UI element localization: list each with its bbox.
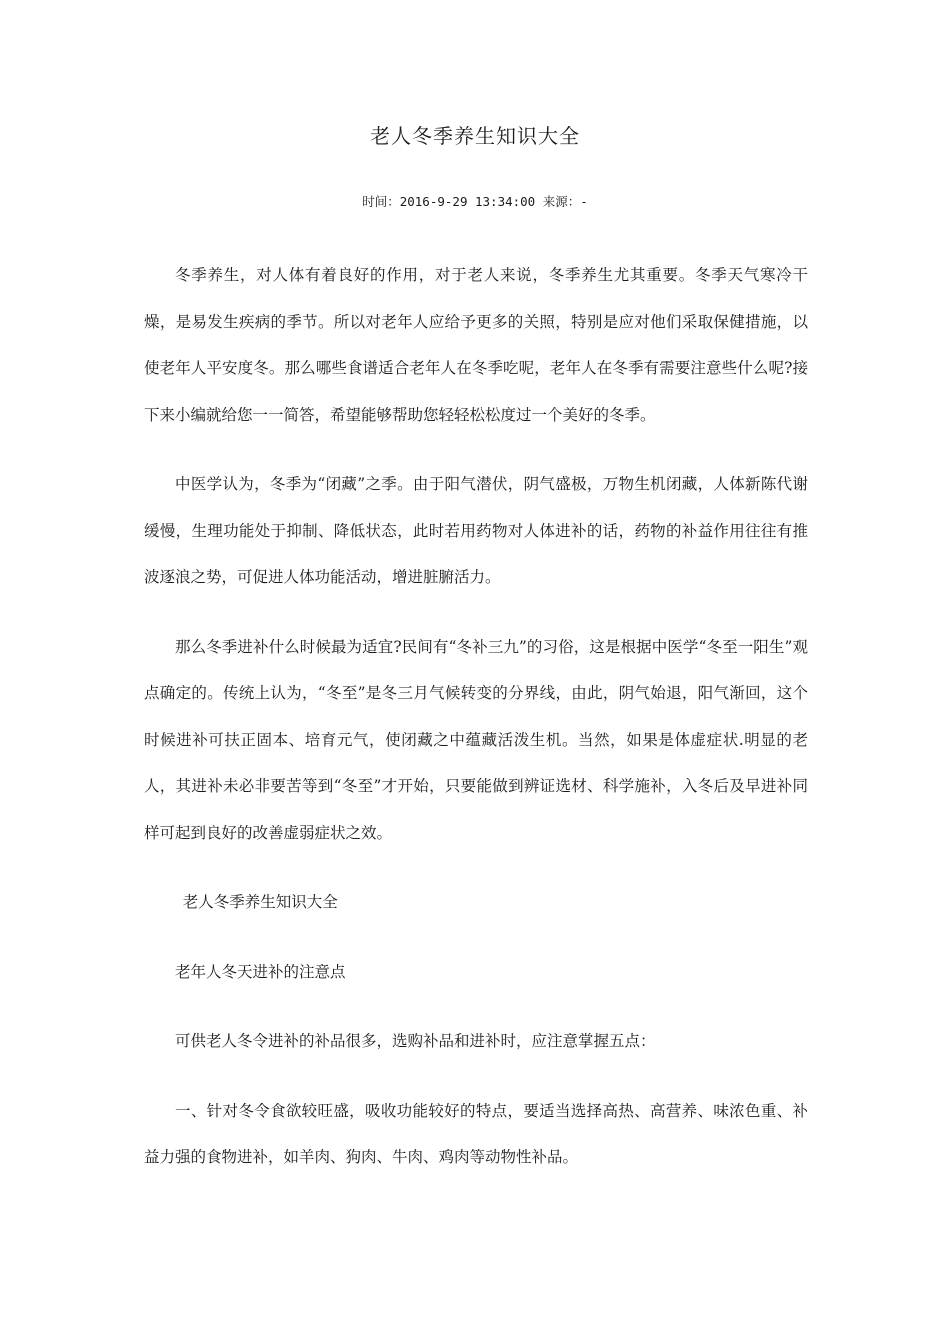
paragraph-tcm: 中医学认为，冬季为“闭藏”之季。由于阳气潜伏，阴气盛极，万物生机闭藏，人体新陈代谢缓慢，生理功能处于抑制、降低状态，此时若用药物对人体进补的话，药物的补益作用往往有推波逐浪之势，可促进人体功能活动，增进脏腑活力。 — [144, 475, 808, 586]
document-meta — [0, 192, 950, 212]
paragraph-timing: 那么冬季进补什么时候最为适宜?民间有“冬补三九”的习俗，这是根据中医学“冬至一阳生”观点确定的。传统上认为，“冬至”是冬三月气候转变的分界线，由此，阴气始退，阳气渐回，这个时候进补可扶正固本、培育元气，使闭藏之中蕴藏活泼生机。当然，如果是体虚症状.明显的老人，其进补未必非要苦等到“冬至”才开始，只要能做到辨证选材、科学施补，入冬后及早进补同样可起到良好的改善虚弱症状之效。 — [144, 637, 808, 842]
paragraph-five-points: 可供老人冬令进补的补品很多，选购补品和进补时，应注意掌握五点： — [175, 1032, 656, 1050]
document-title: 老人冬季养生知识大全 — [370, 124, 580, 148]
paragraph-point-one: 一、针对冬令食欲较旺盛，吸收功能较好的特点，要适当选择高热、高营养、味浓色重、补益力强的食物进补，如羊肉、狗肉、牛肉、鸡肉等动物性补品。 — [144, 1101, 808, 1166]
document-body — [144, 252, 808, 1181]
paragraph-intro: 冬季养生，对人体有着良好的作用，对于老人来说，冬季养生尤其重要。冬季天气寒冷干燥，是易发生疾病的季节。所以对老年人应给予更多的关照，特别是应对他们采取保健措施，以使老年人平安度冬。那么哪些食谱适合老年人在冬季吃呢，老年人在冬季有需要注意些什么呢?接下来小编就给您一一简答，希望能够帮助您轻轻松松度过一个美好的冬季。 — [144, 266, 808, 424]
subsection-heading: 老年人冬天进补的注意点 — [175, 962, 346, 981]
time-label: 时间： — [362, 194, 400, 209]
source-label: 来源： — [542, 194, 581, 209]
time-value: 2016-9-29 13:34:00 — [399, 194, 536, 209]
source-value: - — [580, 194, 588, 209]
section-heading: 老人冬季养生知识大全 — [182, 893, 338, 911]
